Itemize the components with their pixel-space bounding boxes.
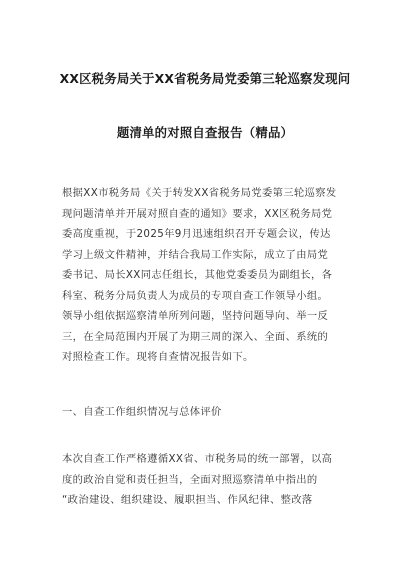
paragraph-line: 根据XX市税务局《关于转发XX省税务局党委第三轮巡察发 — [62, 187, 337, 199]
paragraph-line: 委高度重视，于2025年9月迅速组织召开专题会议，传达 — [62, 228, 331, 240]
paragraph-line: 学习上级文件精神，并结合我局工作实际，成立了由局党 — [62, 248, 329, 261]
paragraph-line: “政治建设、组织建设、履职担当、作风纪律、整改落 — [62, 494, 313, 506]
intro-paragraph — [62, 183, 362, 368]
paragraph-line: 科室、税务分局负责人为成员的专项自查工作领导小组。 — [62, 289, 329, 302]
paragraph-line: 三，在全局范围内开展了为期三周的深入、全面、系统的 — [62, 330, 329, 343]
document-title-line-2: 题清单的对照自查报告（精品） — [116, 125, 294, 140]
document-title-line-1: XX区税务局关于XX省税务局党委第三轮巡察发现问 — [59, 71, 351, 86]
paragraph-line: 本次自查工作严格遵循XX省、市税务局的统一部署，以高 — [62, 453, 333, 465]
paragraph-line: 对照检查工作。现将自查情况报告如下。 — [62, 351, 254, 363]
paragraph-line: 度的政治自觉和责任担当，全面对照巡察清单中指出的 — [62, 473, 318, 486]
paragraph-line: 领导小组依据巡察清单所列问题，坚持问题导向、举一反 — [62, 310, 329, 322]
paragraph-line: 委书记、局长XX同志任组长，其他党委委员为副组长，各 — [62, 269, 333, 281]
section-heading: 一、自查工作组织情况与总体评价 — [62, 406, 222, 418]
paragraph-line: 现问题清单并开展对照自查的通知》要求，XX区税务局党 — [62, 207, 333, 220]
section-paragraph — [62, 449, 362, 511]
